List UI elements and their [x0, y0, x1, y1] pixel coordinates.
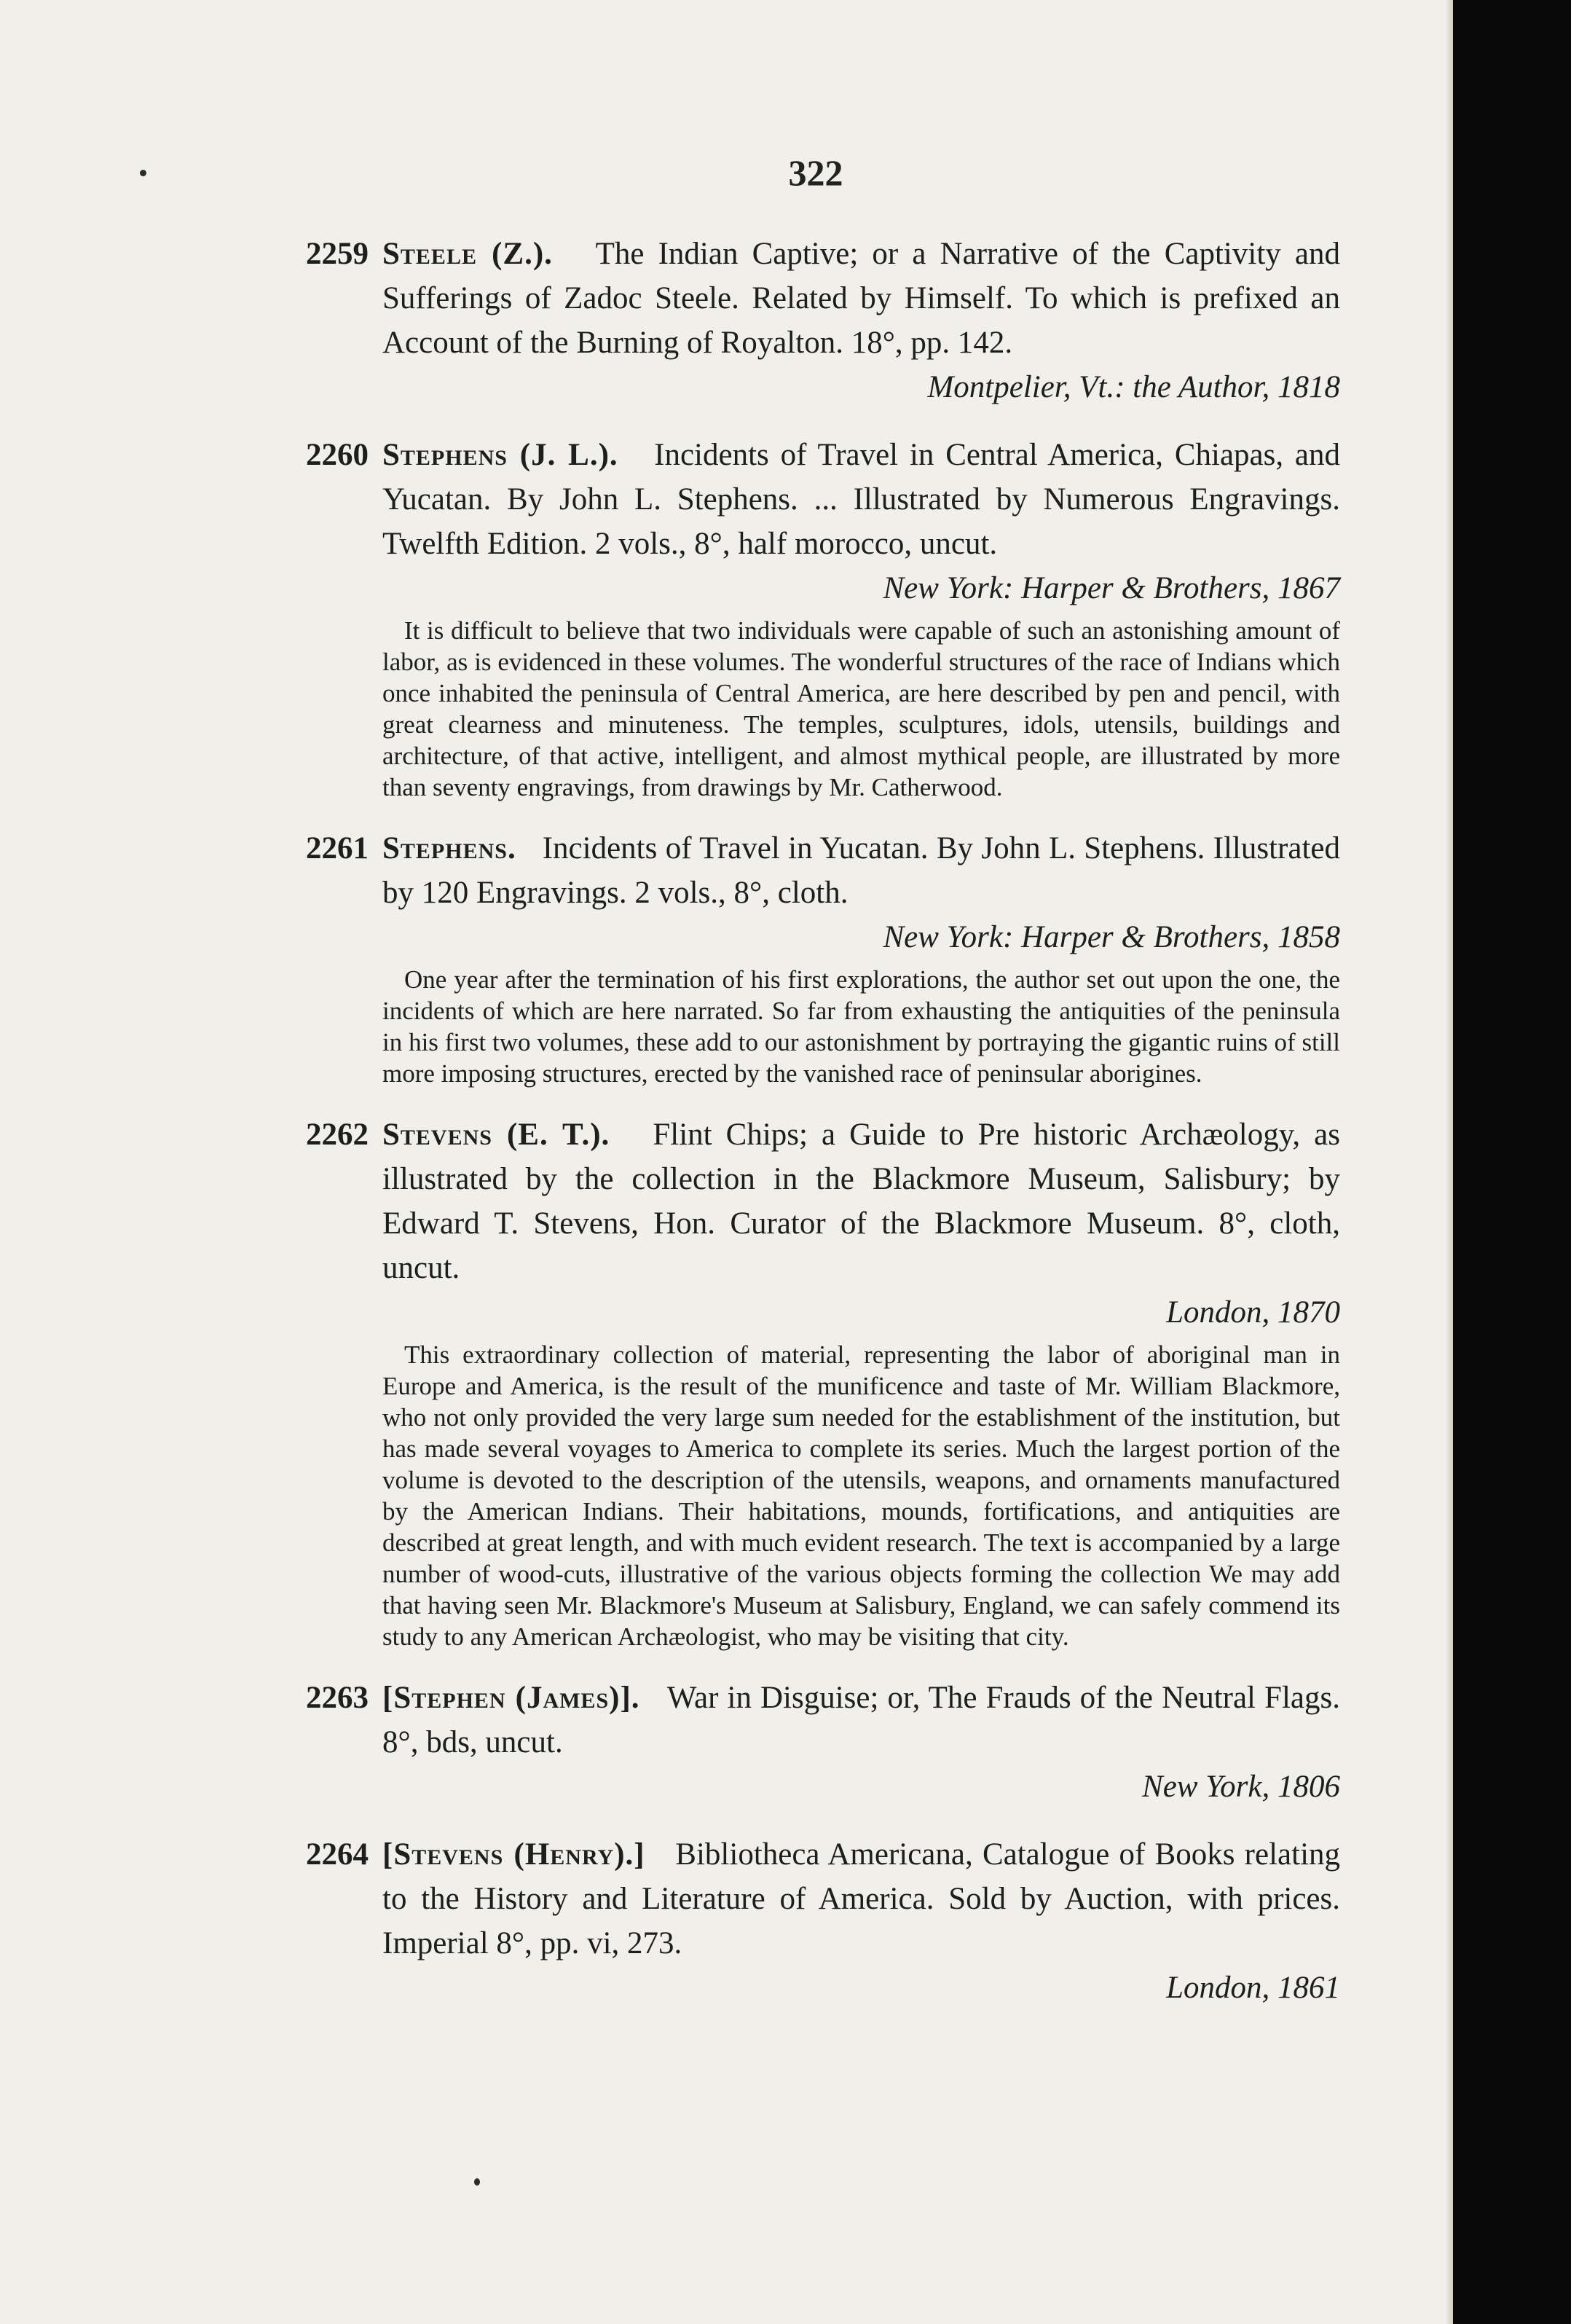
entry-note: This extraordinary collection of material, representing the labor of aboriginal man in Europe and America, is the result of the munificence and taste of Mr. William Blackmore, who not only provided the very large sum needed for the establishment of the institution, but has made several voyages to America to complete its series. Much the largest portion of the volume is devoted to the description of the utensils, weapons, and ornaments manufactured by the American Indians. Their habitations, mounds, fortifications, and antiquities are described at great length, and with much evident research. The text is accompanied by a large number of wood-cuts, illustrative of the various objects forming the collection We may add that having seen Mr. Blackmore's Museum at Salisbury, England, we can safely commend its study to any American Archæologist, who may be visiting that city. — [382, 1340, 1340, 1651]
entry-imprint: New York: Harper & Brothers, 1858 — [883, 920, 1340, 954]
entry-author: Stephens. — [382, 831, 535, 865]
entry-citation — [306, 826, 1340, 959]
entry-citation — [306, 433, 1340, 611]
entry-number: 2262 — [306, 1118, 377, 1152]
entry-author: Steele (Z.). — [382, 237, 583, 271]
entry-number: 2263 — [306, 1681, 377, 1715]
catalogue-entry — [306, 232, 1340, 409]
entry-title: Flint Chips; a Guide to Pre historic Archæology, as illustrated by the collection in the Blackmore Museum, Salisbury; by Edward T. Stevens, Hon. Curator of the Blackmore Museum. 8°, cloth, uncut. — [382, 1118, 1341, 1285]
entry-citation — [306, 1112, 1340, 1335]
entry-number: 2261 — [306, 831, 377, 865]
entry-imprint: London, 1861 — [1166, 1971, 1340, 2005]
entry-imprint: New York: Harper & Brothers, 1867 — [883, 571, 1340, 605]
entry-imprint: New York, 1806 — [1142, 1770, 1340, 1804]
entry-author: [Stevens (Henry).] — [382, 1837, 666, 1872]
ink-speck — [474, 2178, 480, 2186]
entry-imprint: Montpelier, Vt.: the Author, 1818 — [927, 370, 1340, 404]
entry-citation — [306, 232, 1340, 409]
entry-author: [Stephen (James)]. — [382, 1681, 659, 1715]
catalogue-entries — [306, 232, 1340, 2033]
page-edge-shadow — [1446, 0, 1453, 2324]
catalogue-entry — [306, 433, 1340, 803]
entry-note: One year after the termination of his first explorations, the author set out upon the one, the incidents of which are here narrated. So far from exhausting the antiquities of the peninsula in his first two volumes, these add to our astonishment by portraying the gigantic ruins of still more imposing structures, erected by the vanished race of peninsular aborigines. — [382, 965, 1340, 1088]
entry-note: It is difficult to believe that two individuals were capable of such an astonishing amount of labor, as is evidenced in these volumes. The wonderful structures of the race of Indians which once inhabited the peninsula of Central America, are here described by pen and pencil, with great clearness and minuteness. The temples, sculptures, idols, utensils, buildings and architecture, of that active, intelligent, and almost mythical people, are illustrated by more than seventy engravings, from drawings by Mr. Catherwood. — [382, 616, 1340, 801]
entry-imprint: London, 1870 — [1166, 1295, 1340, 1330]
entry-title: Incidents of Travel in Central America, Chiapas, and Yucatan. By John L. Stephens. ... Illustrated by Numerous Engravings. Twelfth Edition. 2 vols., 8°, half morocco, uncut. — [382, 438, 1341, 561]
entry-citation — [306, 1832, 1340, 2010]
entry-title: The Indian Captive; or a Narrative of the Captivity and Sufferings of Zadoc Steele. Related by Himself. To which is prefixed an Account of the Burning of Royalton. 18°, pp. 142. — [382, 237, 1340, 360]
scan-background-strip — [1453, 0, 1571, 2324]
entry-title: Bibliotheca Americana, Catalogue of Books relating to the History and Literature of America. Sold by Auction, with prices. Imperial 8°, pp. vi, 273. — [382, 1837, 1341, 1960]
entry-number: 2260 — [306, 438, 377, 472]
entry-author: Stephens (J. L.). — [382, 438, 643, 472]
entry-number: 2264 — [306, 1837, 377, 1872]
entry-number: 2259 — [306, 237, 377, 271]
catalogue-entry — [306, 826, 1340, 1089]
catalogue-entry — [306, 1832, 1340, 2010]
entry-title: War in Disguise; or, The Frauds of the Neutral Flags. 8°, bds, uncut. — [382, 1681, 1340, 1759]
catalogue-entry — [306, 1676, 1340, 1809]
catalogue-entry — [306, 1112, 1340, 1652]
page-number: 322 — [788, 152, 843, 193]
entry-citation — [306, 1676, 1340, 1809]
entry-author: Stevens (E. T.). — [382, 1118, 639, 1152]
entry-title: Incidents of Travel in Yucatan. By John L. Stephens. Illustrated by 120 Engravings. 2 vols., 8°, cloth. — [382, 831, 1340, 910]
